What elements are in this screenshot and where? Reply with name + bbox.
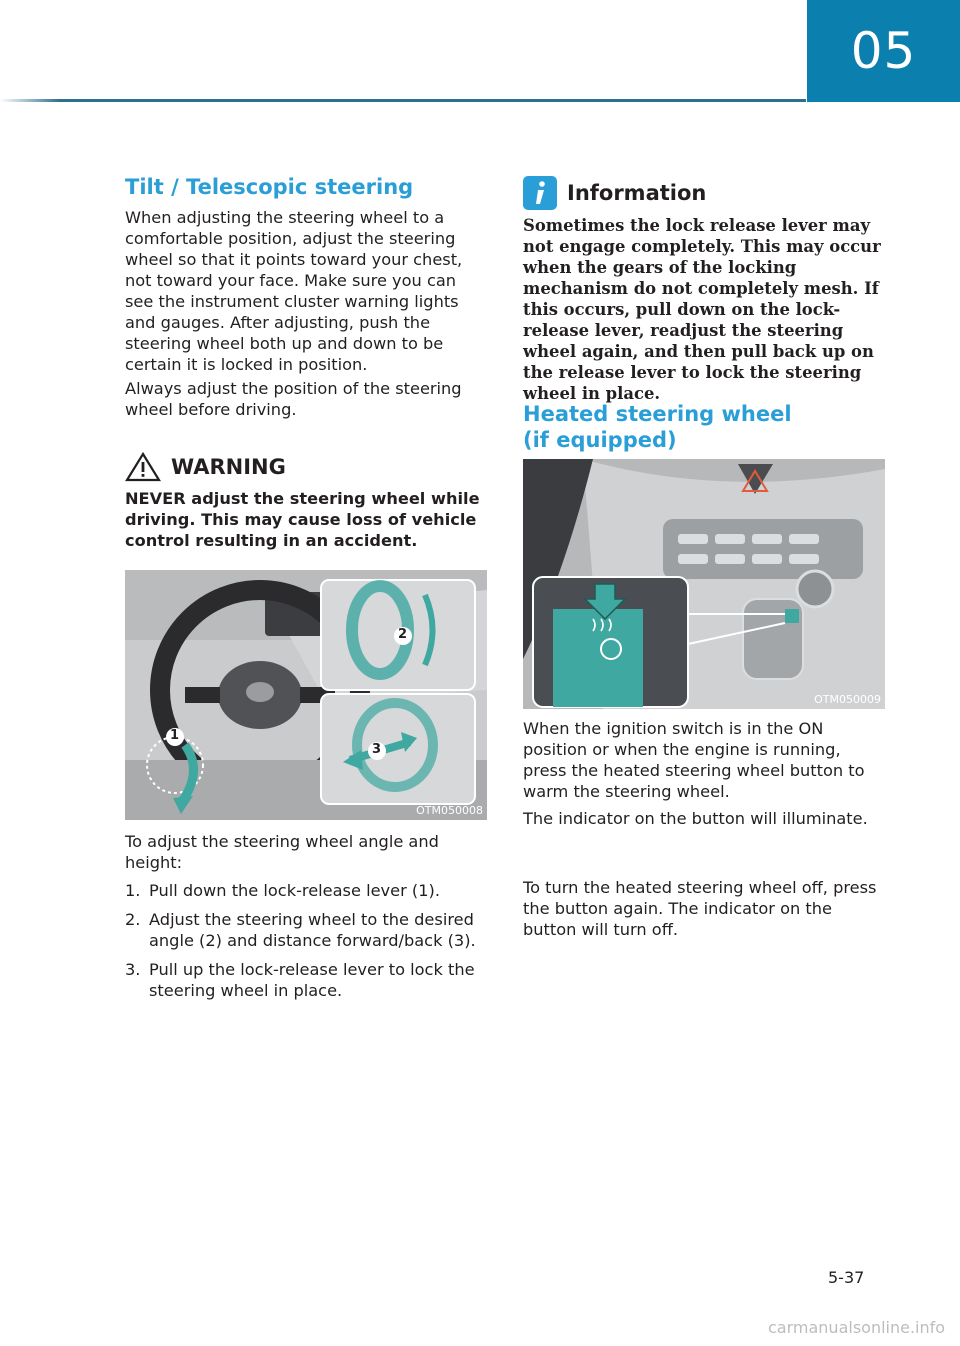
header-rule-fade — [0, 99, 60, 102]
list-item: 1. Pull down the lock-release lever (1). — [125, 881, 440, 900]
heated-steering-figure — [523, 459, 885, 709]
information-title: Information — [567, 181, 707, 205]
chapter-number: 05 — [850, 22, 917, 80]
figure-code: OTM050008 — [416, 804, 483, 817]
steering-adjust-illustration — [125, 570, 487, 820]
warning-icon — [125, 452, 161, 482]
tilt-paragraph-2: Always adjust the position of the steering wheel before driving. — [125, 379, 462, 419]
heated-title-line-2: (if equipped) — [523, 428, 677, 452]
figure-label-1: 1 — [170, 728, 180, 743]
steering-adjust-figure — [125, 570, 487, 820]
heated-title-line-1: Heated steering wheel — [523, 402, 792, 426]
chapter-tab — [807, 0, 960, 102]
section-title-heated-steering — [523, 401, 885, 453]
information-heading — [523, 176, 706, 210]
adjust-steps-list — [125, 880, 487, 1009]
information-icon — [523, 176, 557, 210]
section-title-tilt-telescopic: Tilt / Telescopic steering — [125, 175, 414, 199]
information-text: Sometimes the lock release lever may not engage completely. This may occur when the gears of the locking mechanism do not completely mesh. If this occurs, pull down on the lock-release lever, readjust the steering wheel again, and then pull back up on the release lever to lock the steering wheel in place. — [523, 216, 881, 403]
warning-title: WARNING — [171, 455, 286, 479]
list-item: 2. Adjust the steering wheel to the desired angle (2) and distance forward/back (3). — [125, 910, 476, 950]
heated-paragraph-1: When the ignition switch is in the ON position or when the engine is running, press the heated steering wheel button to warm the steering wheel. — [523, 719, 865, 801]
figure-label-2: 2 — [398, 627, 408, 642]
heated-paragraph-2: The indicator on the button will illuminate. — [523, 809, 868, 828]
tilt-paragraph-1: When adjusting the steering wheel to a comfortable position, adjust the steering wheel so that it points toward your chest, not toward your face. Make sure you can see the instrument cluster warning lights and gauges. After adjusting, push the steering wheel both up and down to be certain it is locked in position. — [125, 208, 463, 374]
heated-paragraph-3: To turn the heated steering wheel off, press the button again. The indicator on the button will turn off. — [523, 878, 877, 939]
figure-label-3: 3 — [372, 742, 382, 757]
warning-text: NEVER adjust the steering wheel while driving. This may cause loss of vehicle control resulting in an accident. — [125, 489, 480, 550]
heated-steering-illustration — [523, 459, 885, 709]
page-number: 5-37 — [828, 1268, 865, 1287]
adjust-intro: To adjust the steering wheel angle and height: — [125, 832, 439, 872]
header-rule — [0, 99, 806, 102]
list-item: 3. Pull up the lock-release lever to lock the steering wheel in place. — [125, 960, 475, 1000]
warning-heading — [125, 452, 286, 482]
figure-code: OTM050009 — [814, 693, 881, 706]
watermark: carmanualsonline.info — [768, 1318, 946, 1337]
